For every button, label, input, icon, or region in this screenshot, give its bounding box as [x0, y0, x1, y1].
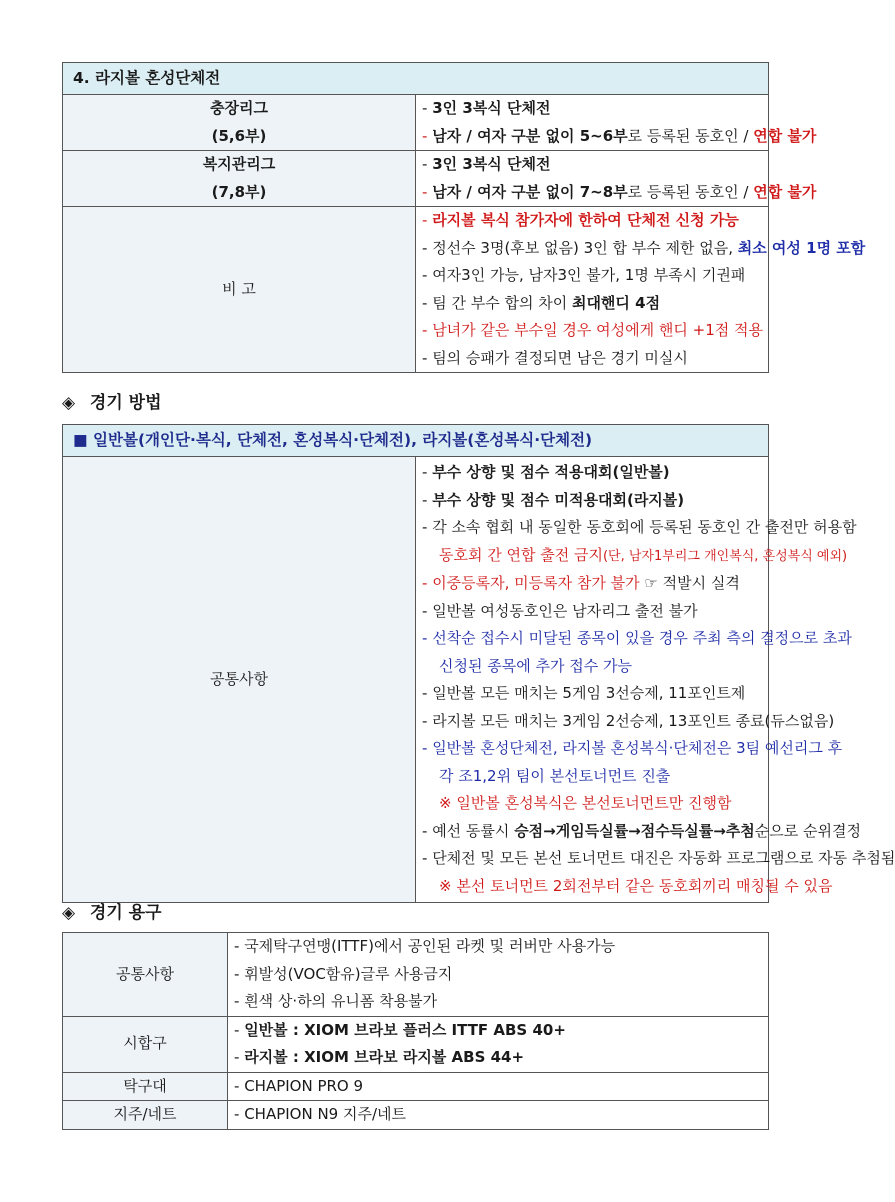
text-line: - 팀의 승패가 결정되면 남은 경기 미실시	[422, 348, 688, 367]
row-label: 공통사항	[63, 457, 416, 903]
text-line: - 라지볼 복식 참가자에 한하여 단체전 신청 가능	[422, 211, 739, 229]
text-line: - 선착순 접수시 미달된 종목이 있을 경우 주최 측의 결정으로 초과	[422, 629, 852, 647]
text-line: - 부수 상향 및 점수 적용대회(일반볼)	[422, 463, 670, 481]
table-row	[63, 207, 769, 373]
text-line: ※ 본선 토너먼트 2회전부터 같은 동호회끼리 매칭될 수 있음	[439, 876, 833, 895]
section-heading-method	[62, 388, 162, 413]
table-row	[63, 457, 769, 903]
text-line: - 각 소속 협회 내 동일한 동호회에 등록된 동호인 간 출전만 허용함	[422, 518, 857, 536]
text-line: - 라지볼 : XIOM 브라보 라지볼 ABS 44+	[234, 1048, 525, 1066]
text-line: 동호회 간 연합 출전 금지(단, 남자1부리그 개인복식, 혼성복식 예외)	[439, 545, 848, 564]
text-line: - 라지볼 모든 매치는 3게임 2선승제, 13포인트 종료(듀스없음)	[422, 711, 835, 730]
diamond-icon: ◈	[62, 393, 76, 413]
row-content	[416, 457, 895, 903]
section-title: 경기 용구	[89, 903, 162, 923]
table-title: ■ 일반볼(개인단·복식, 단체전, 혼성복식·단체전), 라지볼(혼성복식·단체전)	[63, 425, 769, 457]
text-line: - 일반볼 : XIOM 브라보 플러스 ITTF ABS 40+	[234, 1020, 566, 1039]
text-line: - 단체전 및 모든 본선 토너먼트 대진은 자동화 프로그램으로 자동 추첨됨	[422, 849, 895, 867]
table-row	[63, 95, 769, 151]
text-line: - 남자 / 여자 구분 없이 7~8부로 등록된 동호인 / 연합 불가	[422, 182, 817, 201]
text-line: 각 조1,2위 팀이 본선토너먼트 진출	[439, 766, 671, 785]
section-heading-equipment	[62, 898, 162, 923]
text-line: - 예선 동률시 승점→게임득실률→점수득실률→추첨순으로 순위결정	[422, 821, 861, 840]
table-row	[63, 151, 769, 207]
text-line: - 정선수 3명(후보 없음) 3인 합 부수 제한 없음, 최소 여성 1명 포함	[422, 238, 866, 257]
row-content	[416, 151, 817, 207]
text-line: - 일반볼 혼성단체전, 라지볼 혼성복식·단체전은 3팀 예선리그 후	[422, 739, 843, 757]
text-line: - CHAPION PRO 9	[234, 1076, 364, 1095]
row-content	[416, 207, 866, 373]
row-label: 지주/네트	[63, 1101, 228, 1130]
text-line: ※ 일반볼 혼성복식은 본선토너먼트만 진행함	[439, 794, 732, 812]
row-label: 시합구	[63, 1016, 228, 1072]
text-line: - 일반볼 여성동호인은 남자리그 출전 불가	[422, 601, 698, 620]
table-title: 4. 라지볼 혼성단체전	[63, 63, 769, 95]
row-content	[228, 1101, 769, 1130]
table-row	[63, 1072, 769, 1101]
text-line: - 여자3인 가능, 남자3인 불가, 1명 부족시 기권패	[422, 266, 746, 284]
text-line: - 흰색 상·하의 유니폼 착용불가	[234, 992, 438, 1010]
text-line: - 3인 3복식 단체전	[422, 99, 551, 117]
row-content	[228, 933, 769, 1017]
row-content	[228, 1016, 769, 1072]
diamond-icon: ◈	[62, 903, 76, 923]
text-line: - 부수 상향 및 점수 미적용대회(라지볼)	[422, 490, 685, 509]
row-label: 비 고	[63, 207, 416, 373]
text-line: 신청된 종목에 추가 접수 가능	[439, 656, 632, 675]
text-line: - CHAPION N9 지주/네트	[234, 1105, 407, 1123]
row-label: 충장리그 (5,6부)	[63, 95, 416, 151]
text-line: - 일반볼 모든 매치는 5게임 3선승제, 11포인트제	[422, 684, 746, 702]
text-line: - 휘발성(VOC함유)글루 사용금지	[234, 964, 453, 983]
text-line: - 팀 간 부수 합의 차이 최대핸디 4점	[422, 293, 661, 312]
text-line: - 남자 / 여자 구분 없이 5~6부로 등록된 동호인 / 연합 불가	[422, 126, 817, 145]
text-line: - 남녀가 같은 부수일 경우 여성에게 핸디 +1점 적용	[422, 321, 763, 339]
text-line: - 이중등록자, 미등록자 참가 불가 ☞ 적발시 실격	[422, 574, 740, 592]
row-label: 복지관리그 (7,8부)	[63, 151, 416, 207]
row-label: 공통사항	[63, 933, 228, 1017]
equipment-table	[62, 932, 769, 1130]
match-method-table	[62, 424, 895, 903]
table-row	[63, 1101, 769, 1130]
row-content	[228, 1072, 769, 1101]
table-row	[63, 933, 769, 1017]
text-line: - 3인 3복식 단체전	[422, 155, 551, 173]
row-label: 탁구대	[63, 1072, 228, 1101]
row-content	[416, 95, 817, 151]
large-ball-mixed-team-table	[62, 62, 866, 373]
section-title: 경기 방법	[89, 393, 162, 413]
table-row	[63, 1016, 769, 1072]
text-line: - 국제탁구연맹(ITTF)에서 공인된 라켓 및 러버만 사용가능	[234, 937, 616, 955]
